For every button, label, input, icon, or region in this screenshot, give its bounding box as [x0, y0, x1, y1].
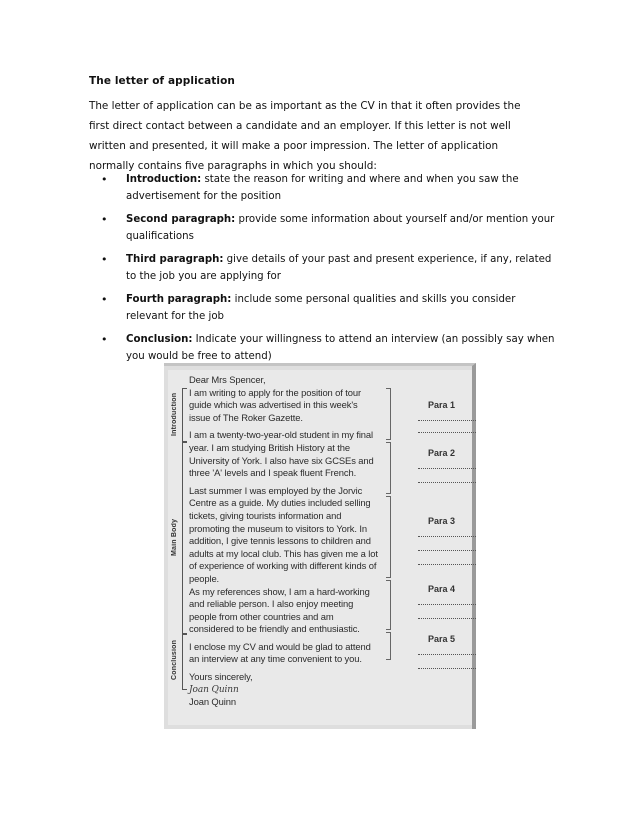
- handwritten-signature: Joan Quinn: [189, 684, 239, 695]
- list-item: [89, 251, 559, 285]
- list-item-heading: Introduction:: [126, 174, 202, 185]
- list-item: [89, 171, 559, 205]
- dotted-line: [418, 618, 476, 619]
- dotted-line: [418, 536, 476, 537]
- dotted-line: [418, 468, 476, 469]
- bracket-conclusion: [182, 634, 187, 690]
- list-item-heading: Conclusion:: [126, 334, 193, 345]
- right-bracket: [386, 580, 391, 630]
- list-item-heading: Third paragraph:: [126, 254, 224, 265]
- list-item-text: Indicate your willingness to attend an interview (an possibly say when you would be free to attend): [126, 334, 555, 362]
- list-item: [89, 211, 559, 245]
- dotted-line: [418, 654, 476, 655]
- dotted-line: [418, 432, 476, 433]
- letter-paragraph: As my references show, I am a hard-working and reliable person. I also enjoy meeting people from other countries and am considered to be friendly and enthusiastic.: [189, 585, 370, 635]
- letter-closing: Yours sincerely,: [189, 671, 253, 683]
- dotted-line: [418, 482, 476, 483]
- intro-paragraph: The letter of application can be as important as the CV in that it often provides the first direct contact between a candidate and an employer. If this letter is not well written and presented, it will make a poor impression. The letter of application normally contains five paragraphs in which you should:: [89, 100, 521, 172]
- dotted-line: [418, 564, 476, 565]
- list-item-heading: Fourth paragraph:: [126, 294, 232, 305]
- para-label: Para 4: [428, 584, 456, 594]
- list-item-text: provide some information about yourself and/or mention your qualifications: [126, 214, 555, 242]
- letter-paragraph: I am writing to apply for the position of tour guide which was advertised in this week's issue of The Roker Gazette.: [189, 386, 362, 423]
- list-item-text: state the reason for writing and where and when you saw the advertisement for the position: [126, 174, 519, 202]
- list-item-text: give details of your past and present experience, if any, related to the job you are applying for: [126, 254, 552, 282]
- right-bracket: [386, 632, 391, 660]
- bullet-icon: •: [101, 293, 108, 306]
- letter-name: Joan Quinn: [189, 696, 236, 708]
- dotted-line: [418, 420, 476, 421]
- bracket-main-body: [182, 442, 187, 634]
- letter-paragraph: I enclose my CV and would be glad to attend an interview at any time convenient to you.: [189, 640, 371, 665]
- para-label: Para 3: [428, 516, 456, 526]
- bracket-introduction: [182, 388, 187, 442]
- para-label: Para 1: [428, 400, 456, 410]
- dotted-line: [418, 668, 476, 669]
- dotted-line: [418, 604, 476, 605]
- list-item: [89, 291, 559, 325]
- letter-body: [189, 374, 379, 709]
- letter-salutation: Dear Mrs Spencer,: [189, 374, 266, 385]
- para-label: Para 2: [428, 448, 456, 458]
- list-item: [89, 331, 559, 365]
- bullet-icon: •: [101, 253, 108, 266]
- sample-letter-paper: [168, 370, 472, 725]
- page-title: The letter of application: [89, 75, 235, 87]
- letter-paragraph: Last summer I was employed by the Jorvic Centre as a guide. My duties included selling tickets, giving tourists information and promoting the museum to visitors to York. In addition, I give tennis lessons to children and adults at my local club. This has given me a lot of experience of working with different kinds of people.: [189, 484, 378, 584]
- list-item-text: include some personal qualities and skills you consider relevant for the job: [126, 294, 516, 322]
- right-bracket: [386, 442, 391, 494]
- side-label-introduction: Introduction: [171, 392, 178, 436]
- right-bracket: [386, 496, 391, 578]
- letter-paragraph: I am a twenty-two-year-old student in my final year. I am studying British History at the University of York. I also have six GCSEs and three 'A' levels and I speak fluent French.: [189, 429, 374, 479]
- sample-letter-image: [164, 363, 476, 729]
- bullet-icon: •: [101, 213, 108, 226]
- dotted-line: [418, 550, 476, 551]
- side-label-main-body: Main Body: [171, 518, 178, 556]
- bullet-icon: •: [101, 333, 108, 346]
- para-label: Para 5: [428, 634, 456, 644]
- paragraph-guide-list: [89, 171, 559, 365]
- side-label-conclusion: Conclusion: [171, 639, 178, 681]
- right-bracket: [386, 388, 391, 440]
- bullet-icon: •: [101, 173, 108, 186]
- list-item-heading: Second paragraph:: [126, 214, 236, 225]
